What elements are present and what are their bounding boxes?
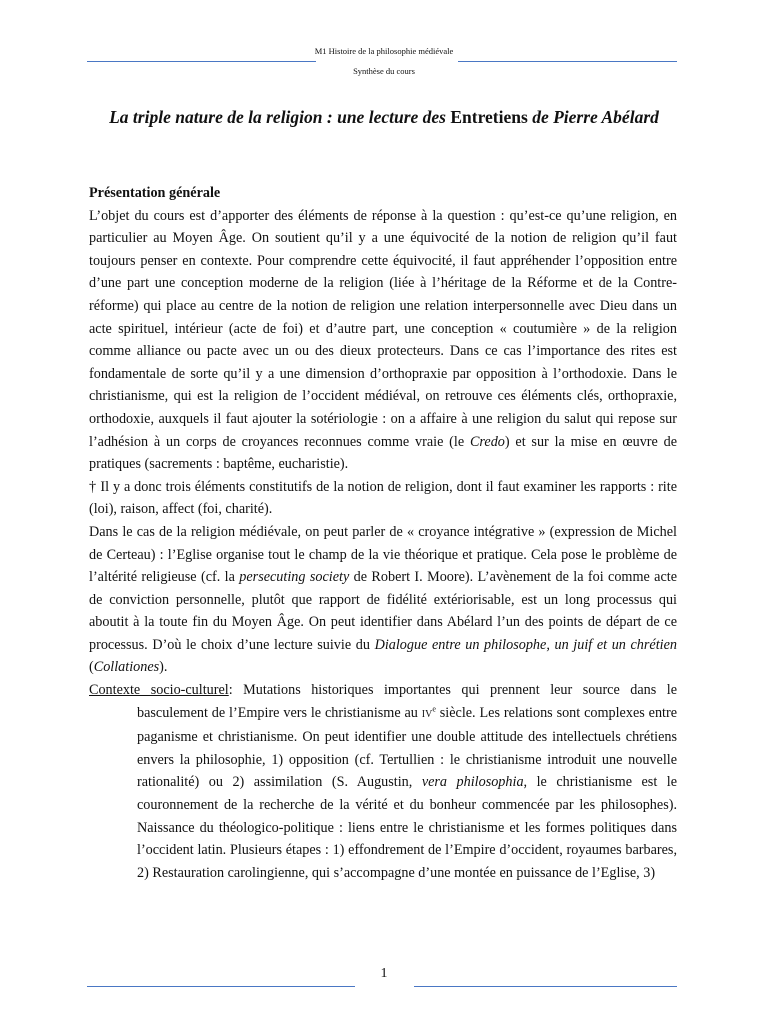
- dialogue-title: Dialogue entre un philosophe, un juif et un chrétien: [374, 636, 677, 653]
- century-numeral: IV: [421, 708, 433, 720]
- collationes-title: Collationes: [93, 659, 160, 676]
- persecuting-society-term: persecuting society: [239, 569, 350, 586]
- paragraph-medieval-religion: [89, 521, 677, 679]
- paragraph-text: ) et sur la mise en œuvre de pratiques (sacrements : baptême, eucharistie).: [89, 433, 678, 473]
- credo-term: Credo: [469, 433, 505, 450]
- title-part1: La triple nature de la religion : une lecture des: [109, 107, 446, 127]
- title-book: Entretiens: [450, 107, 528, 127]
- paragraph-text: de Robert I. Moore). L’avènement de la foi comme acte de conviction personnelle, plutôt que rapport de fidélité extériorisable, est un long processus qui aboutit à la toute fin du Moyen Âge. On peut identifier dans Abélard l’un des points de départ de ce processus. D’où le choix d’une lecture suivie du: [89, 569, 677, 653]
- paragraph-text: Dans le cas de la religion médiévale, on peut parler de « croyance intégrative » (expression de Michel de Certeau) : l’Eglise organise tout le champ de la vie théorique et pratique. Cela pose le problème de l’altérité religieuse (cf. la: [89, 523, 677, 586]
- footer-rule-left: [87, 986, 355, 987]
- footer-rule-right: [414, 986, 677, 987]
- title-part2: de Pierre Abélard: [532, 107, 659, 127]
- header-rule-right: [458, 61, 677, 62]
- paragraph-text: ).: [159, 659, 168, 676]
- header-subtitle: Synthèse du cours: [353, 66, 415, 76]
- document-body: [89, 182, 677, 884]
- paragraph-text: (: [89, 659, 94, 676]
- header-rule-left: [87, 61, 316, 62]
- context-label: Contexte socio-culturel: [89, 682, 229, 699]
- paragraph-intro: [89, 205, 677, 476]
- document-title: [0, 106, 768, 128]
- paragraph-text: siècle. Les relations sont complexes entre paganisme et christianisme. On peut identifier une double attitude des intellectuels chrétiens envers la philosophie, 1) opposition (cf. Tertullien : le christianisme introduit une nouvelle rationalité) ou 2) assimilation (S. Augustin,: [137, 704, 677, 791]
- paragraph-text: , le christianisme est le couronnement de la recherche de la vérité et du bonheur commencée par les philosophes). Naissance du théologico-politique : liens entre le christianisme et les formes politiques dans l’occident latin. Plusieurs étapes : 1) effondrement de l’Empire d’occident, royaumes barbares, 2) Restauration carolingienne, qui s’accompagne d’une montée en puissance de l’Eglise, 3): [137, 774, 678, 881]
- century-superscript: e: [432, 703, 436, 713]
- section-heading: Présentation générale: [89, 185, 221, 201]
- page-number: 1: [380, 966, 388, 981]
- header-course: M1 Histoire de la philosophie médiévale: [314, 46, 454, 56]
- vera-philosophia-term: vera philosophia: [421, 774, 524, 791]
- paragraph-context: [89, 679, 677, 884]
- paragraph-three-elements: † Il y a donc trois éléments constitutifs de la notion de religion, dont il faut examiner les rapports : rite (loi), raison, affect (foi, charité).: [89, 478, 677, 518]
- paragraph-text: : Mutations historiques importantes qui prennent leur source dans le basculement de l’Empire vers le christianisme au: [137, 682, 677, 721]
- paragraph-text: L’objet du cours est d’apporter des éléments de réponse à la question : qu’est-ce qu’une religion, en particulier au Moyen Âge. On soutient qu’il y a une équivocité de la notion de religion qu’il faut toujours penser en contexte. Pour comprendre cette équivocité, il faut appréhender l’opposition entre d’une part une conception moderne de la religion (liée à l’héritage de la Réforme et de la Contre-réforme) qui place au centre de la notion de religion une relation interpersonnelle avec Dieu dans un acte spirituel, intérieur (acte de foi) et d’autre part, une conception « coutumière » de la religion comme alliance ou pacte avec un ou des dieux protecteurs. Dans ce cas l’importance des rites est fondamentale de sorte qu’il y a une dimension d’orthopraxie par opposition à l’orthodoxie. Dans le christianisme, qui est la religion de l’occident médiéval, on retrouve ces éléments clés, orthopraxie, orthodoxie, auxquels il faut ajouter la sotériologie : on a affaire à une religion du salut qui repose sur l’adhésion à un corps de croyances reconnues comme vraie (le: [89, 207, 677, 450]
